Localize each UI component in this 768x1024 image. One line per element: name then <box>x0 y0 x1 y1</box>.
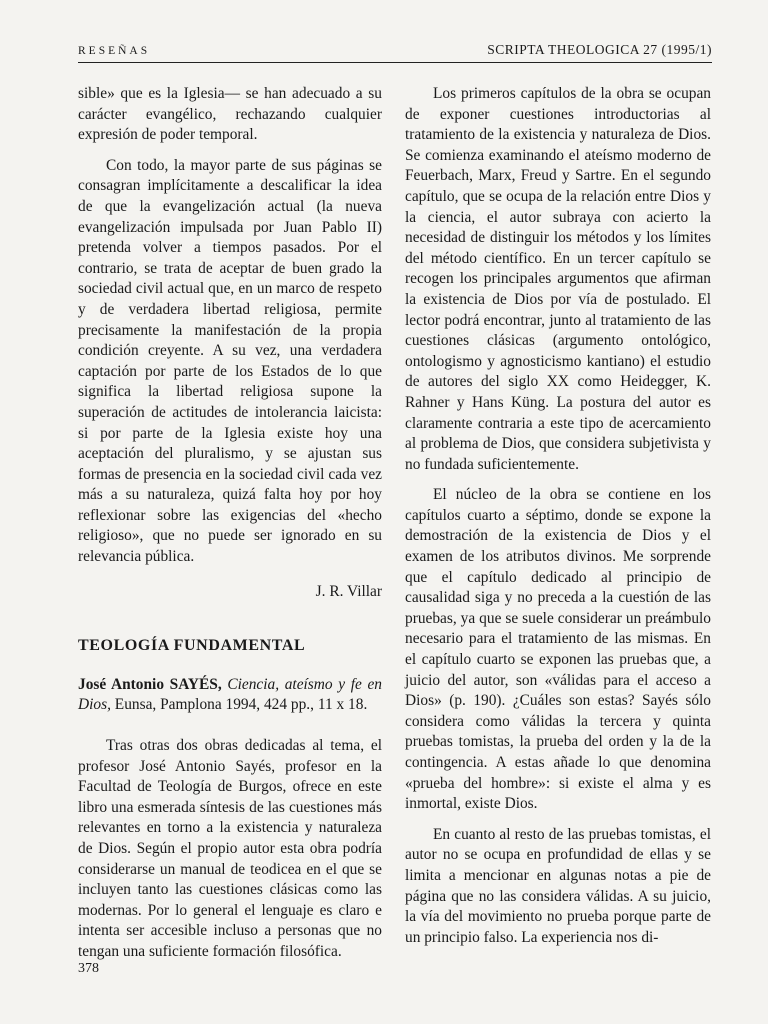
header-rule <box>78 62 712 63</box>
paragraph: El núcleo de la obra se contiene en los capítulos cuarto a séptimo, donde se expone la demostración de la existencia de Dios y el examen de los atributos divinos. Me sorprende que el capítulo dedicado al principio de causalidad siga y no preceda a la cuestión de las pruebas, ya que se suele considerar un preámbulo necesario para el tratamiento de las mismas. En el capítulo cuarto se exponen las pruebas que, a juicio del autor, son «válidas para el acceso a Dios» (p. 190). ¿Cuáles son estas? Sayés sólo considera como válidas la tercera y quinta pruebas tomistas, la prueba del orden y la de la contingencia. A estas añade lo que denomina «prueba del hombre»: si existe el alma y es inmortal, existe Dios. <box>405 486 711 813</box>
right-column <box>405 84 711 948</box>
page-number: 378 <box>78 961 99 976</box>
paragraph-continuation: sible» que es la Iglesia— se han adecuado a su carácter evangélico, rechazando cualquier expresión de poder temporal. <box>78 85 382 144</box>
paragraph: Los primeros capítulos de la obra se ocupan de exponer cuestiones introductorias al tratamiento de la existencia y naturaleza de Dios. Se comienza examinando el ateísmo moderno de Feuerbach, Marx, Freud y Sartre. En el segundo capítulo, que se ocupa de la relación entre Dios y la ciencia, el autor subraya con acierto la necesidad de distinguir los métodos y los límites del método científico. En un tercer capítulo se recogen los principales argumentos que afirman la existencia de Dios por vía de postulado. El lector podrá encontrar, junto al tratamiento de las cuestiones clásicas (argumento ontológico, ontologismo y agnosticismo kantiano) el estudio de autores del siglo XX como Heidegger, K. Rahner y Hans Küng. La postura del autor es claramente contraria a este tipo de acercamiento al problema de Dios, que considera subjetivista y no fundada suficientemente. <box>405 85 711 473</box>
journal-citation: SCRIPTA THEOLOGICA 27 (1995/1) <box>487 42 712 57</box>
bib-author: José Antonio SAYÉS, <box>78 675 222 693</box>
section-label: RESEÑAS <box>78 45 151 57</box>
section-heading: TEOLOGÍA FUNDAMENTAL <box>78 637 306 655</box>
paragraph: Tras otras dos obras dedicadas al tema, el profesor José Antonio Sayés, profesor en la Facultad de Teología de Burgos, ofrece en este libro una esmerada síntesis de las cuestiones más relevantes en torno a la existencia y naturaleza de Dios. Según el propio autor esta obra podría considerarse un manual de teodicea en el que se incluyen tanto las cuestiones clásicas como las modernas. Por lo general el lenguaje es claro e intenta ser accesible incluso a personas que no tengan una suficiente formación filosófica. <box>78 737 382 960</box>
bib-title: Ciencia, ateísmo y fe en Dios, <box>78 675 382 714</box>
left-column <box>78 84 382 963</box>
review-signature: J. R. Villar <box>315 582 382 600</box>
bibliographic-entry <box>78 675 382 716</box>
paragraph: Con todo, la mayor parte de sus páginas se consagran implícitamente a descalificar la idea de que la evangelización actual (la nueva evangelización impulsada por Juan Pablo II) pretenda volver a tiempos pasados. Por el contrario, se trata de aceptar de buen grado la sociedad civil actual que, en un marco de respeto y de verdadera libertad religiosa, permite precisamente la manifestación de la propia condición creyente. A su vez, una verdadera captación por parte de los Estados de lo que significa la libertad religiosa supone la superación de actitudes de intolerancia laicista: si por parte de la Iglesia existe hoy una aceptación del pluralismo, y se ajustan sus formas de presencia en la sociedad civil cada vez más a su naturaleza, quizá falta hoy por hoy reflexionar sobre las exigencias del «hecho religioso», que no puede ser ignorado en su relevancia pública. <box>78 156 382 566</box>
bib-publication: Eunsa, Pamplona 1994, 424 pp., 11 x 18. <box>114 696 368 714</box>
running-header <box>78 42 712 58</box>
paragraph: En cuanto al resto de las pruebas tomistas, el autor no se ocupa en profundidad de ellas y se limita a mencionar en algunas notas a pie de página que no las considera válidas. A su juicio, la vía del movimiento no prueba porque parte de un principio falso. La experiencia nos di- <box>405 825 711 946</box>
